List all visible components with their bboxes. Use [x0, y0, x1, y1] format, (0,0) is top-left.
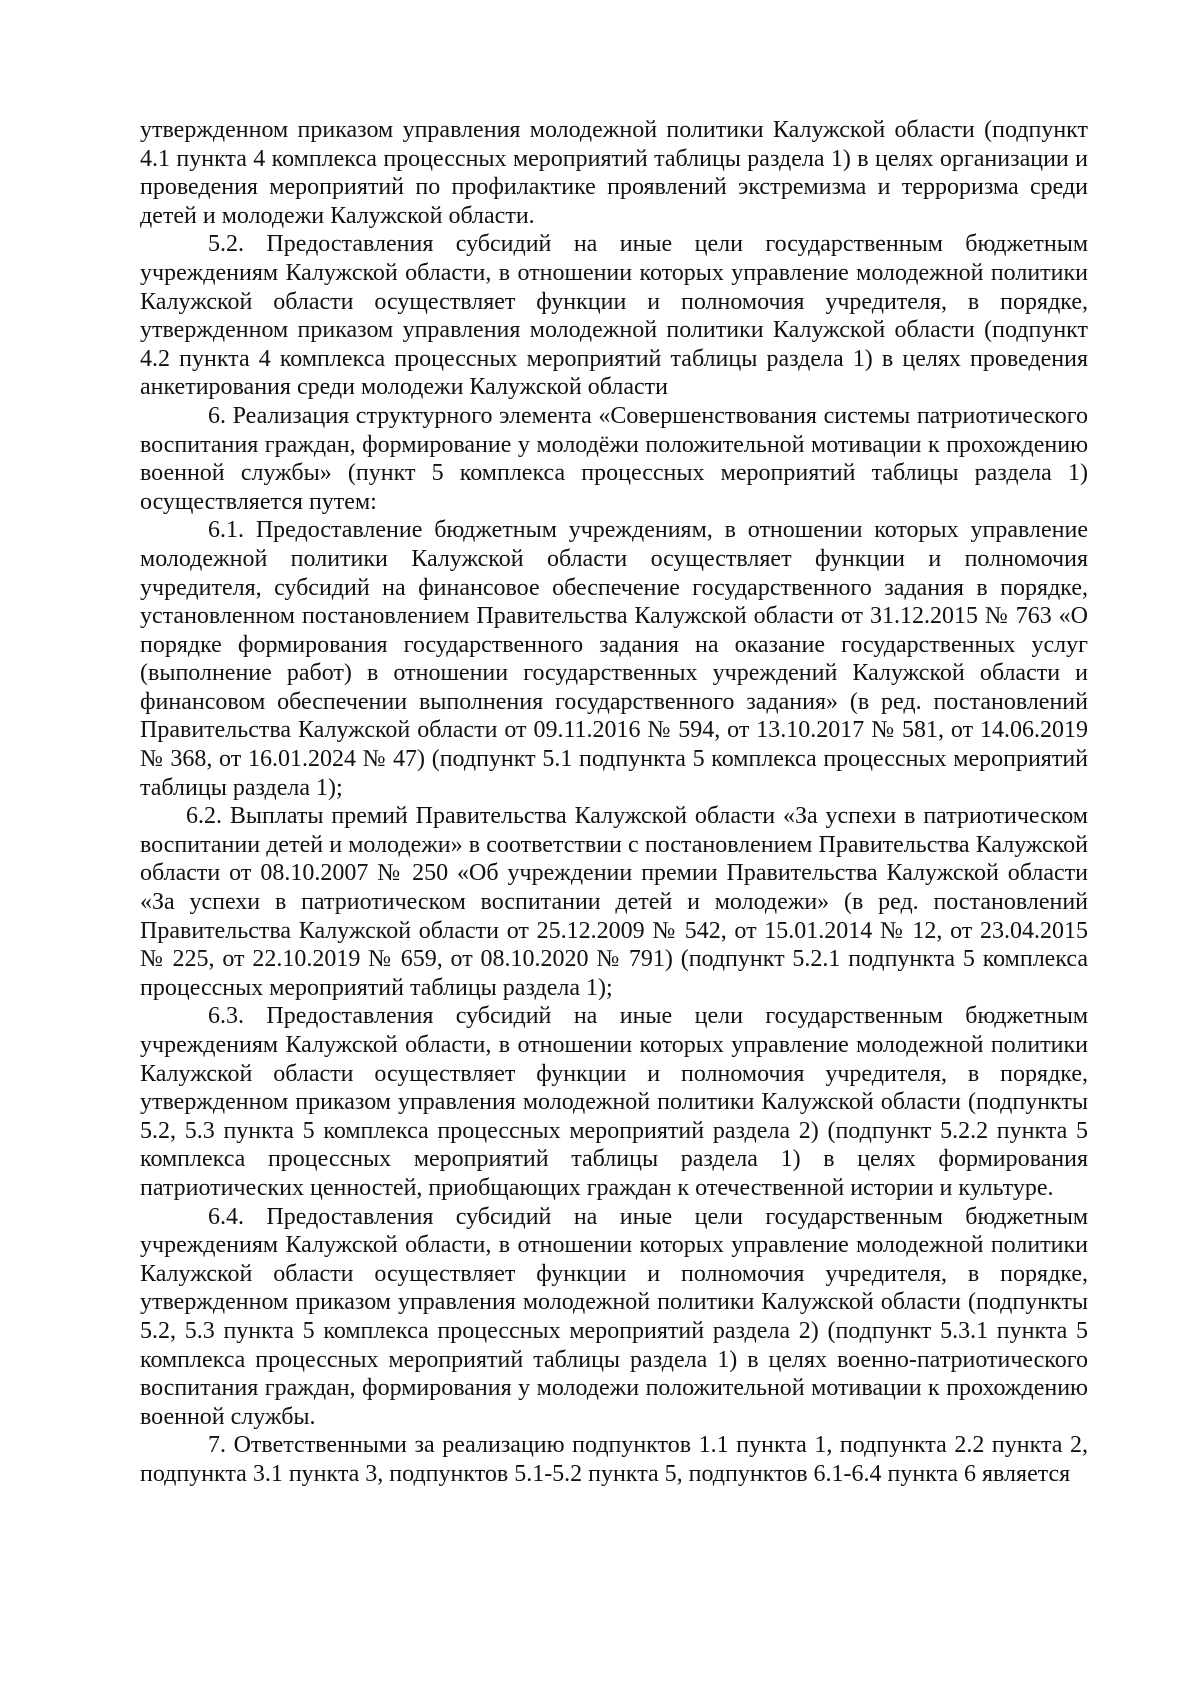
paragraph-6: 6. Реализация структурного элемента «Совершенствования системы патриотического воспитания граждан, формирование у молодёжи положительной мотивации к прохождению военной службы» (пункт 5 комплекса процессных мероприятий таблицы раздела 1) осуществляется путем:	[140, 402, 1088, 515]
paragraph-6-3: 6.3. Предоставления субсидий на иные цели государственным бюджетным учреждениям Калужской области, в отношении которых управление молодежной политики Калужской области осуществляет функции и полномочия учредителя, в порядке, утвержденном приказом управления молодежной политики Калужской области (подпункты 5.2, 5.3 пункта 5 комплекса процессных мероприятий раздела 2) (подпункт 5.2.2 пункта 5 комплекса процессных мероприятий таблицы раздела 1) в целях формирования патриотических ценностей, приобщающих граждан к отечественной истории и культуре.	[140, 1003, 1088, 1201]
paragraph-6-1: 6.1. Предоставление бюджетным учреждениям, в отношении которых управление молодежной политики Калужской области осуществляет функции и полномочия учредителя, субсидий на финансовое обеспечение государственного задания в порядке, установленном постановлением Правительства Калужской области от 31.12.2015 № 763 «О порядке формирования государственного задания на оказание государственных услуг (выполнение работ) в отношении государственных учреждений Калужской области и финансовом обеспечении выполнения государственного задания» (в ред. постановлений Правительства Калужской области от 09.11.2016 № 594, от 13.10.2017 № 581, от 14.06.2019 № 368, от 16.01.2024 № 47) (подпункт 5.1 подпункта 5 комплекса процессных мероприятий таблицы раздела 1);	[140, 517, 1088, 801]
paragraph-6-4: 6.4. Предоставления субсидий на иные цели государственным бюджетным учреждениям Калужской области, в отношении которых управление молодежной политики Калужской области осуществляет функции и полномочия учредителя, в порядке, утвержденном приказом управления молодежной политики Калужской области (подпункты 5.2, 5.3 пункта 5 комплекса процессных мероприятий раздела 2) (подпункт 5.3.1 пункта 5 комплекса процессных мероприятий таблицы раздела 1) в целях военно-патриотического воспитания граждан, формирования у молодежи положительной мотивации к прохождению военной службы.	[140, 1203, 1088, 1430]
paragraph-5-2: 5.2. Предоставления субсидий на иные цели государственным бюджетным учреждениям Калужской области, в отношении которых управление молодежной политики Калужской области осуществляет функции и полномочия учредителя, в порядке, утвержденном приказом управления молодежной политики Калужской области (подпункт 4.2 пункта 4 комплекса процессных мероприятий таблицы раздела 1) в целях проведения анкетирования среди молодежи Калужской области	[140, 231, 1088, 401]
paragraph-6-2: 6.2. Выплаты премий Правительства Калужской области «За успехи в патриотическом воспитании детей и молодежи» в соответствии с постановлением Правительства Калужской области от 08.10.2007 № 250 «Об учреждении премии Правительства Калужской области «За успехи в патриотическом воспитании детей и молодежи» (в ред. постановлений Правительства Калужской области от 25.12.2009 № 542, от 15.01.2014 № 12, от 23.04.2015 № 225, от 22.10.2019 № 659, от 08.10.2020 № 791) (подпункт 5.2.1 подпункта 5 комплекса процессных мероприятий таблицы раздела 1);	[140, 803, 1088, 1001]
paragraph-continuation: утвержденном приказом управления молодежной политики Калужской области (подпункт 4.1 пункта 4 комплекса процессных мероприятий таблицы раздела 1) в целях организации и проведения мероприятий по профилактике проявлений экстремизма и терроризма среди детей и молодежи Калужской области.	[140, 117, 1088, 229]
paragraph-7: 7. Ответственными за реализацию подпунктов 1.1 пункта 1, подпункта 2.2 пункта 2, подпункта 3.1 пункта 3, подпунктов 5.1-5.2 пункта 5, подпунктов 6.1-6.4 пункта 6 является	[140, 1432, 1088, 1487]
document-body	[140, 116, 1088, 1489]
